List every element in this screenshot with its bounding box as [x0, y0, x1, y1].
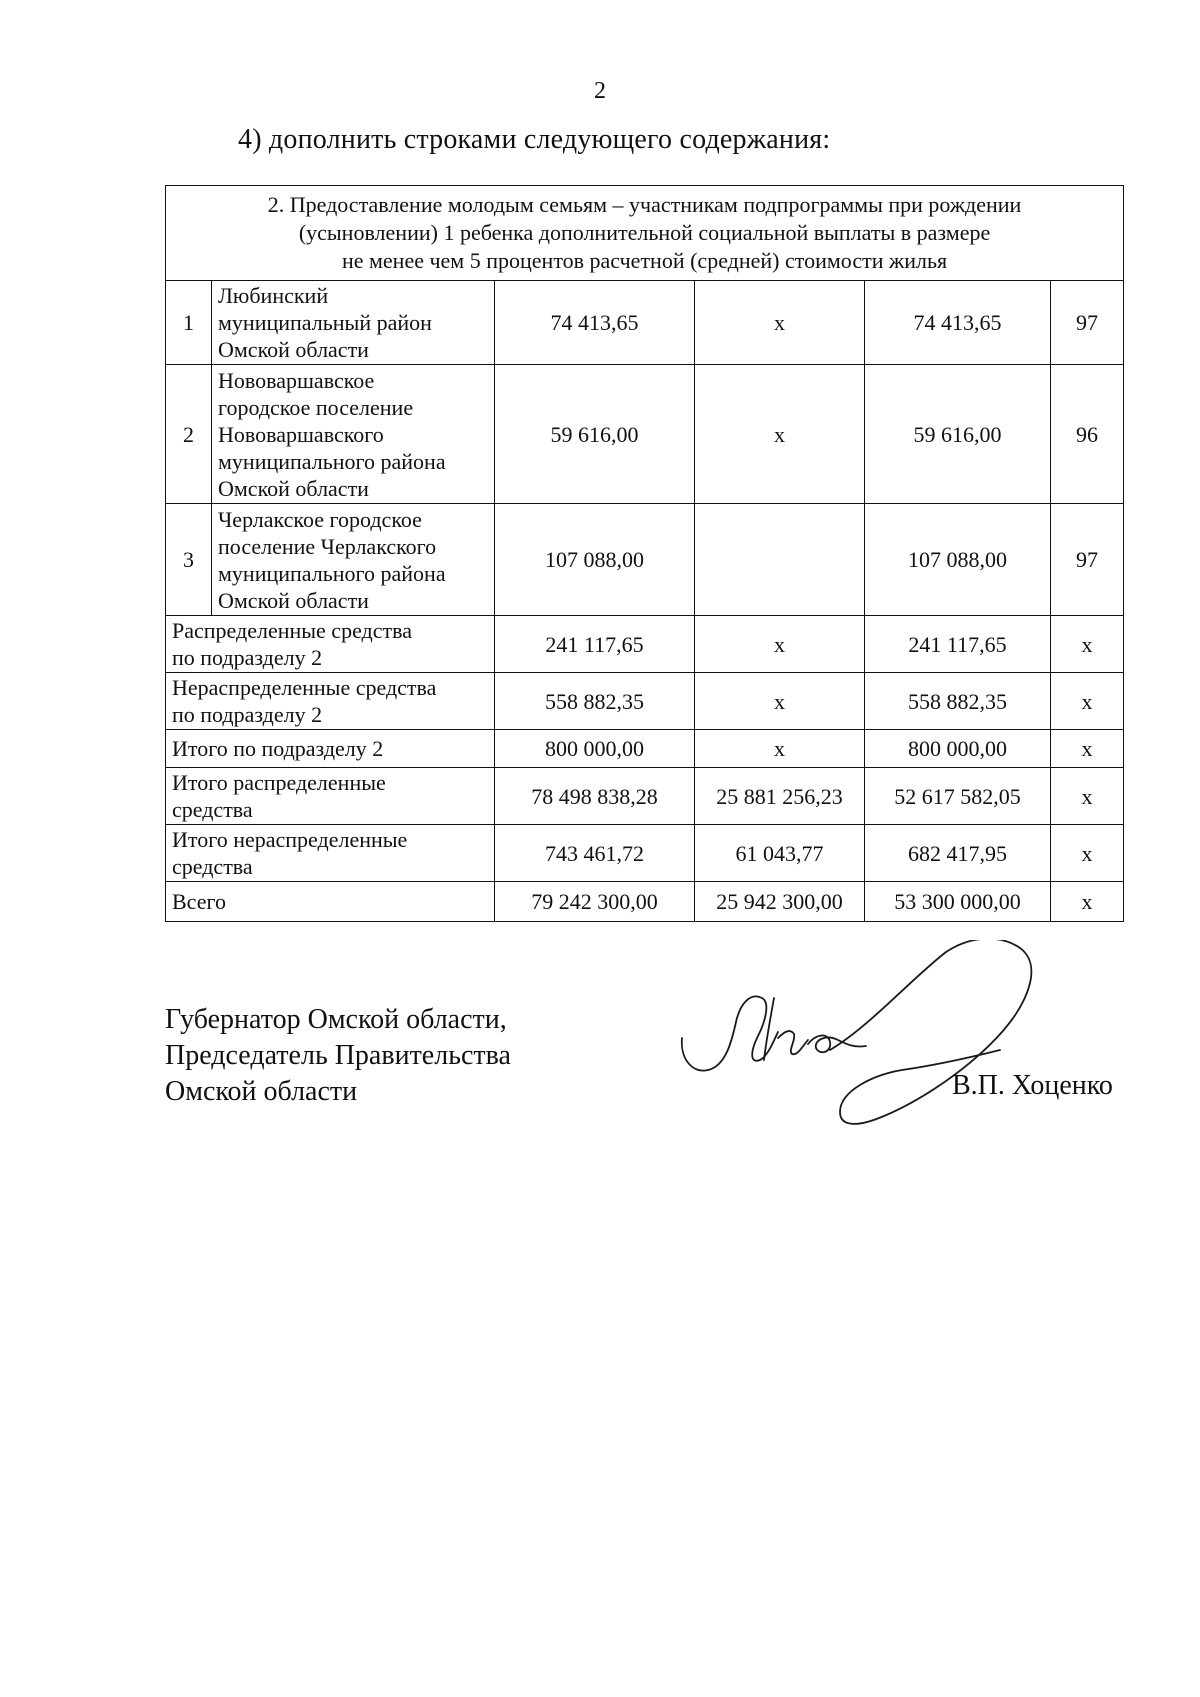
percent-value: х [1051, 825, 1124, 882]
name-line: Омской области [218, 337, 369, 362]
summary-label [166, 616, 495, 673]
summary-row [166, 768, 1124, 825]
summary-row [166, 616, 1124, 673]
municipality-name [212, 504, 495, 616]
name-line: Любинский [218, 283, 329, 308]
signatory-name: В.П. Хоценко [952, 1070, 1113, 1101]
summary-row [166, 882, 1124, 922]
federal-amount: х [695, 730, 865, 768]
summary-row [166, 673, 1124, 730]
percent-value: 97 [1051, 504, 1124, 616]
percent-value: х [1051, 768, 1124, 825]
section-header-row [166, 186, 1124, 281]
section-header-cell [166, 186, 1124, 281]
label-line: средства [172, 854, 253, 879]
label-line: Итого распределенные [172, 770, 386, 795]
table-row [166, 504, 1124, 616]
name-line: Омской области [218, 475, 369, 501]
total-amount: 743 461,72 [495, 825, 695, 882]
allocation-table [165, 185, 1124, 922]
percent-value: х [1051, 616, 1124, 673]
intro-text: 4) дополнить строками следующего содержания: [238, 124, 831, 155]
regional-amount: 800 000,00 [865, 730, 1051, 768]
name-line: Нововаршавского [218, 421, 384, 447]
municipality-name [212, 365, 495, 504]
total-amount: 558 882,35 [495, 673, 695, 730]
page-number: 2 [594, 78, 606, 104]
total-amount: 107 088,00 [495, 504, 695, 616]
name-line: муниципального района [218, 448, 446, 474]
handwritten-signature [670, 940, 1110, 1160]
section-header-line: (усыновлении) 1 ребенка дополнительной социальной выплаты в размере [298, 220, 991, 245]
label-line: по подразделу 2 [172, 702, 323, 727]
total-amount: 74 413,65 [495, 281, 695, 365]
percent-value: х [1051, 673, 1124, 730]
table-row [166, 365, 1124, 504]
total-amount: 79 242 300,00 [495, 882, 695, 922]
signatory-title-line: Губернатор Омской области, [165, 1004, 507, 1035]
federal-amount: 61 043,77 [695, 825, 865, 882]
summary-row [166, 730, 1124, 768]
regional-amount: 241 117,65 [865, 616, 1051, 673]
section-header-line: не менее чем 5 процентов расчетной (средней) стоимости жилья [341, 248, 948, 273]
signatory-title-line: Омской области [165, 1076, 358, 1107]
name-line: Черлакское городское [218, 506, 422, 532]
regional-amount: 52 617 582,05 [865, 768, 1051, 825]
federal-amount [695, 504, 865, 616]
name-line: поселение Черлакского [218, 533, 437, 559]
summary-label [166, 673, 495, 730]
total-amount: 59 616,00 [495, 365, 695, 504]
federal-amount: 25 942 300,00 [695, 882, 865, 922]
summary-label [166, 882, 495, 922]
label-line: Итого по подразделу 2 [172, 736, 384, 761]
name-line: Нововаршавское [218, 367, 375, 393]
federal-amount: х [695, 281, 865, 365]
label-line: средства [172, 797, 253, 822]
label-line: Нераспределенные средства [172, 675, 437, 700]
name-line: Омской области [218, 587, 369, 613]
federal-amount: х [695, 616, 865, 673]
regional-amount: 107 088,00 [865, 504, 1051, 616]
label-line: Итого нераспределенные [172, 827, 408, 852]
name-line: муниципального района [218, 560, 446, 586]
percent-value: 96 [1051, 365, 1124, 504]
municipality-name [212, 281, 495, 365]
name-line: городское поселение [218, 394, 414, 420]
label-line: Всего [172, 889, 226, 914]
signatory-title [165, 1002, 511, 1110]
summary-label [166, 825, 495, 882]
signatory-title-line: Председатель Правительства [165, 1040, 511, 1071]
federal-amount: 25 881 256,23 [695, 768, 865, 825]
table-row [166, 281, 1124, 365]
row-number: 2 [166, 365, 212, 504]
total-amount: 800 000,00 [495, 730, 695, 768]
label-line: по подразделу 2 [172, 645, 323, 670]
federal-amount: х [695, 673, 865, 730]
row-number: 3 [166, 504, 212, 616]
section-header-line: 2. Предоставление молодым семьям – участникам подпрограммы при рождении [267, 192, 1022, 217]
total-amount: 241 117,65 [495, 616, 695, 673]
federal-amount: х [695, 365, 865, 504]
regional-amount: 59 616,00 [865, 365, 1051, 504]
summary-label [166, 768, 495, 825]
summary-row [166, 825, 1124, 882]
regional-amount: 53 300 000,00 [865, 882, 1051, 922]
label-line: Распределенные средства [172, 618, 412, 643]
summary-label [166, 730, 495, 768]
total-amount: 78 498 838,28 [495, 768, 695, 825]
regional-amount: 74 413,65 [865, 281, 1051, 365]
percent-value: х [1051, 730, 1124, 768]
regional-amount: 682 417,95 [865, 825, 1051, 882]
regional-amount: 558 882,35 [865, 673, 1051, 730]
percent-value: 97 [1051, 281, 1124, 365]
percent-value: х [1051, 882, 1124, 922]
name-line: муниципальный район [218, 310, 432, 335]
row-number: 1 [166, 281, 212, 365]
